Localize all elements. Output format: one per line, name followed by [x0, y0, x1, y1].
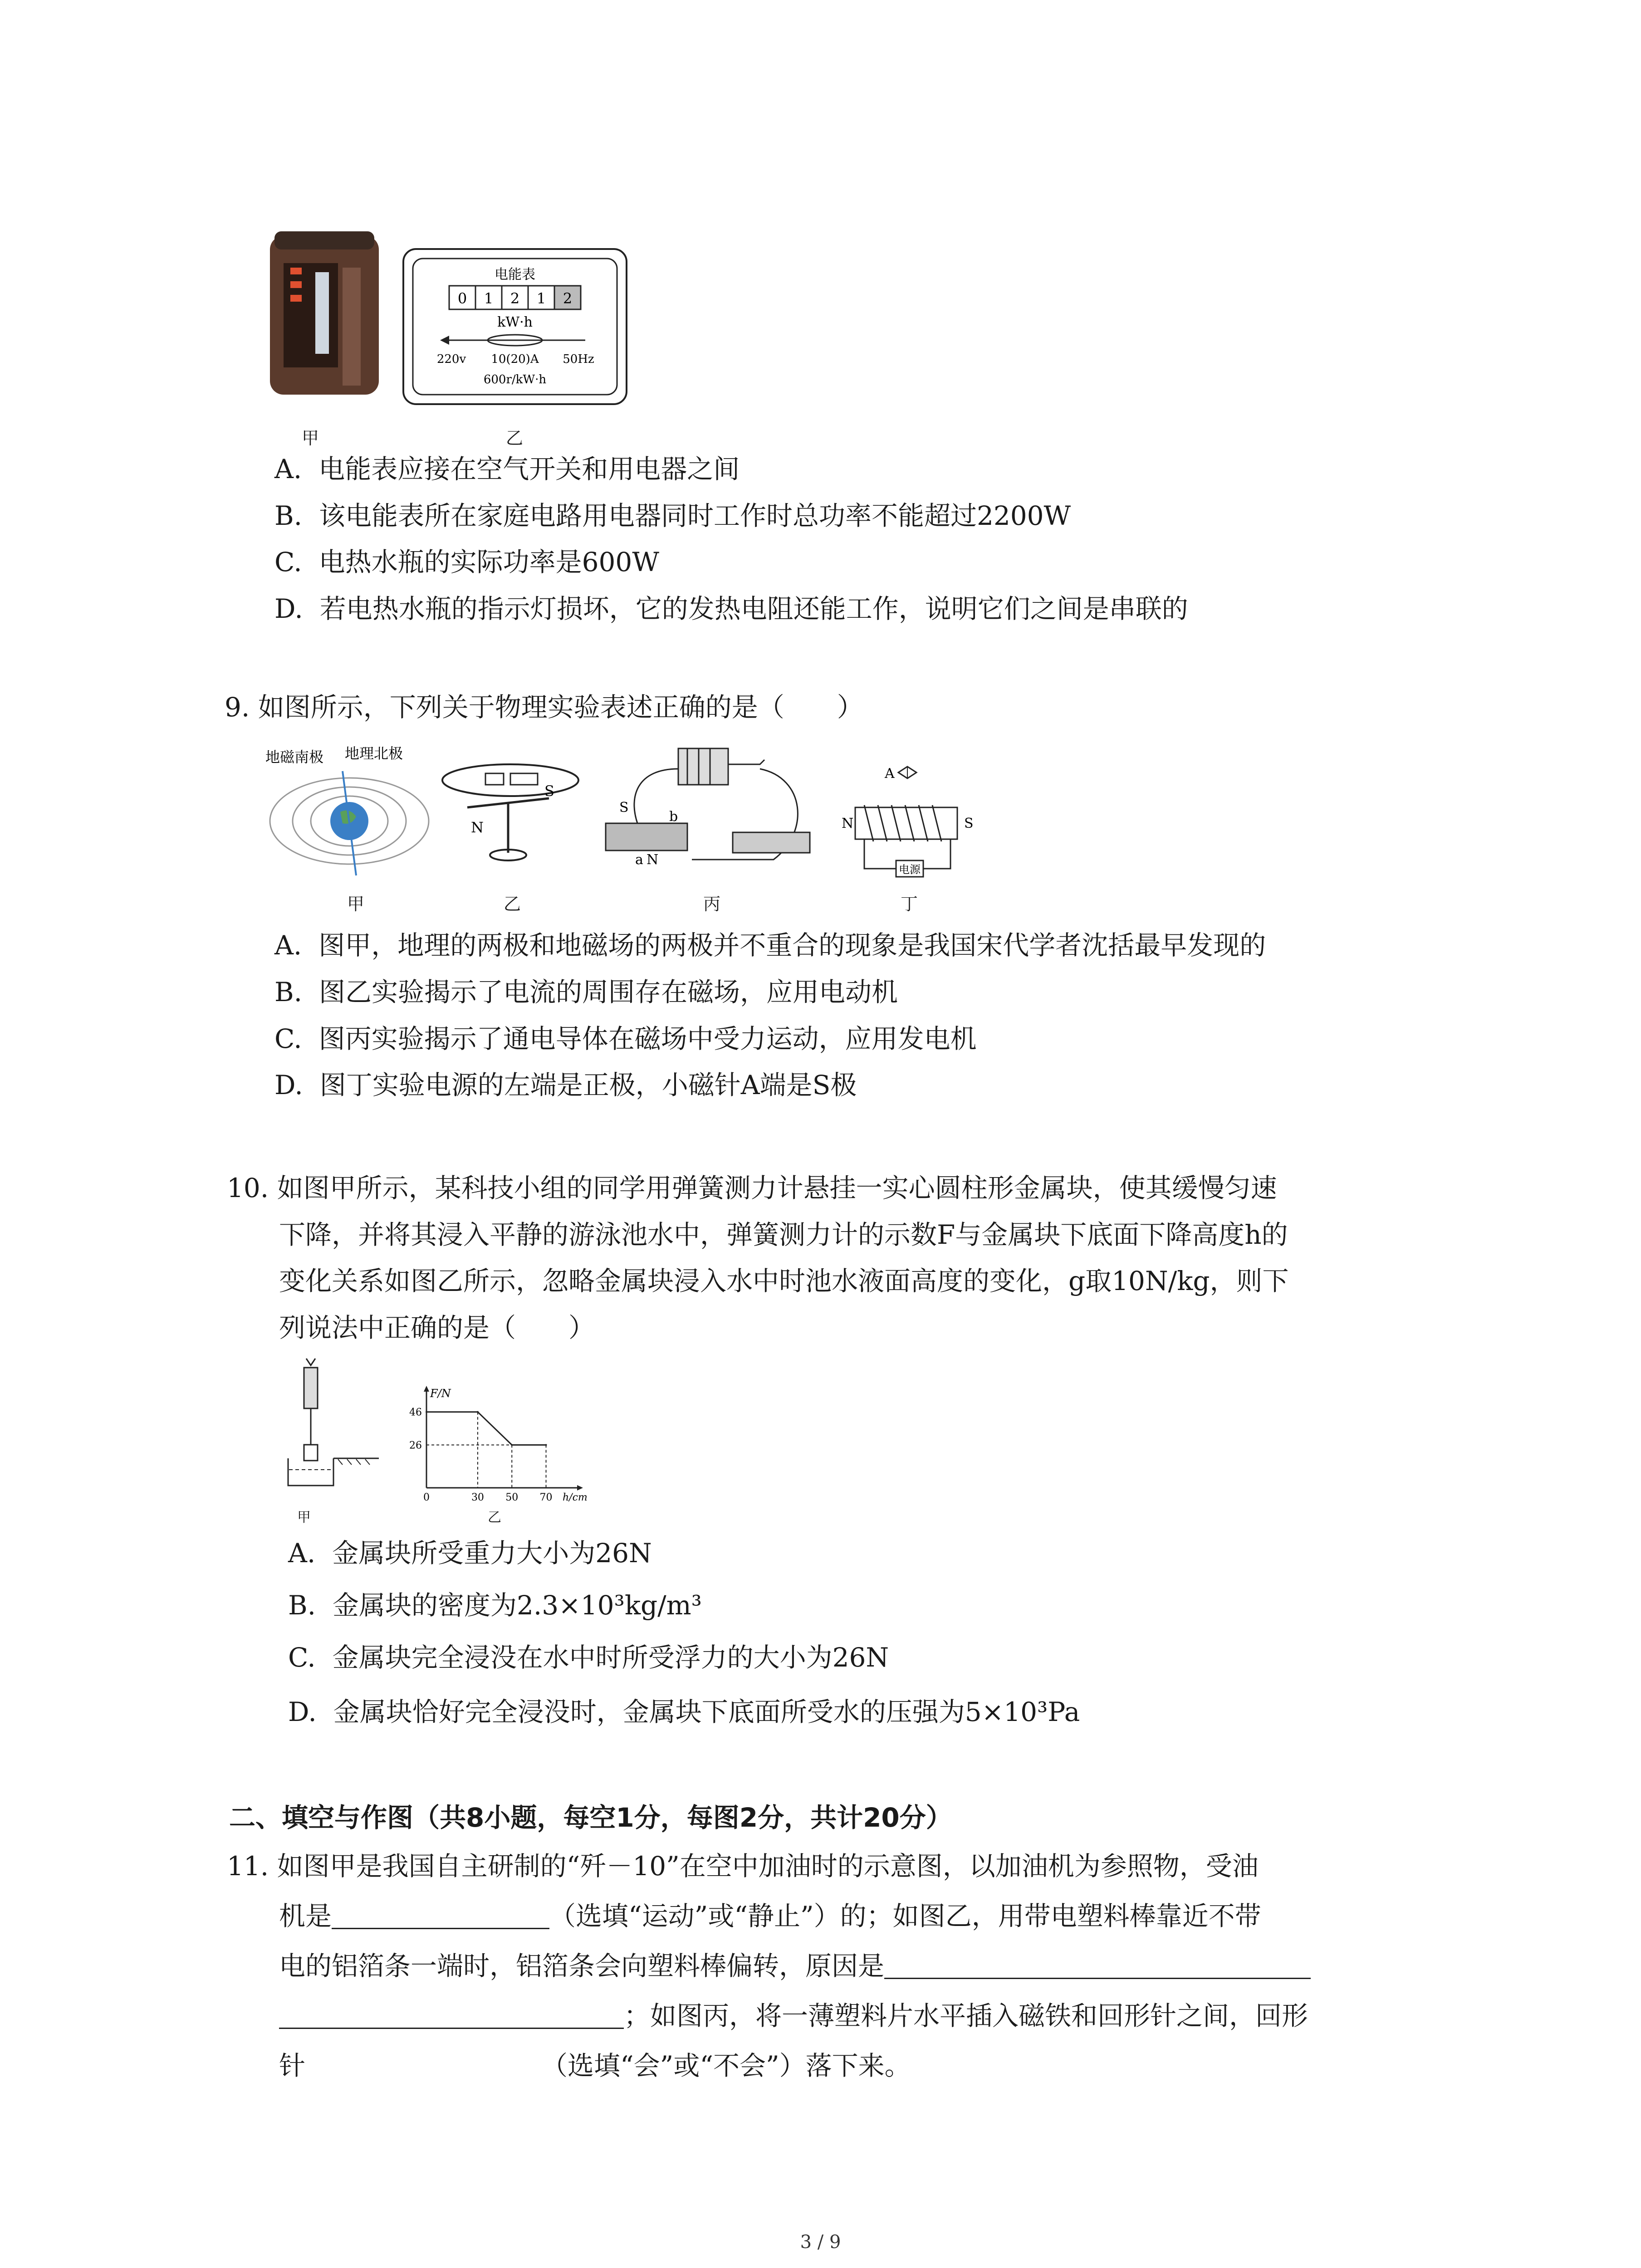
option-a: A. 电能表应接在空气开关和用电器之间 [274, 454, 740, 484]
x-axis-label: h/cm [563, 1492, 588, 1503]
data-point [511, 1444, 513, 1446]
svg-text:b: b [669, 809, 678, 825]
meter-frequency: 50Hz [563, 352, 594, 366]
y-tick-label: 26 [409, 1440, 422, 1452]
meter-revolutions: 600r/kW·h [483, 373, 547, 386]
answer-blank[interactable] [884, 1955, 1311, 1979]
option-c: C. 电热水瓶的实际功率是600W [274, 547, 659, 577]
svg-text:S: S [544, 782, 554, 800]
fig-caption: 甲 [302, 428, 319, 448]
svg-text:N: N [647, 852, 659, 868]
option-b: B. 该电能表所在家庭电路用电器同时工作时总功率不能超过2200W [274, 500, 1071, 531]
question-10-stem: 10. 如图甲所示，某科技小组的同学用弹簧测力计悬挂一实心圆柱形金属块，使其缓慢匀速 [227, 1173, 1277, 1203]
question-10-stem: 变化关系如图乙所示，忽略金属块浸入水中时池水液面高度的变化，g取10N/kg，则下 [279, 1266, 1289, 1296]
meter-digit: 0 [457, 290, 467, 307]
question-11-line: ；如图丙，将一薄塑料片水平插入磁铁和回形针之间，回形 [279, 2003, 1308, 2029]
spring-scale-figure [284, 1354, 383, 1499]
fig-caption: 丙 [703, 894, 721, 914]
kettle-figure [265, 222, 383, 404]
x-tick-label: 0 [423, 1492, 430, 1503]
y-axis-label: F/N [430, 1387, 451, 1400]
meter-title: 电能表 [495, 267, 535, 283]
meter-digit: 2 [563, 290, 573, 307]
svg-text:电源: 电源 [899, 863, 921, 876]
option-d: D. 若电热水瓶的指示灯损坏，它的发热电阻还能工作，说明它们之间是串联的 [274, 593, 1188, 624]
fig-caption: 乙 [506, 428, 524, 448]
page-number: 3 / 9 [800, 2232, 841, 2253]
series-line [426, 1412, 546, 1445]
svg-text:S: S [619, 800, 629, 816]
fig-caption: 甲 [297, 1510, 311, 1525]
solenoid-figure [842, 760, 978, 882]
electricity-meter-figure [402, 247, 628, 406]
meter-unit: kW·h [497, 314, 533, 330]
option-b: B. 图乙实验揭示了电流的周围存在磁场，应用电动机 [274, 977, 898, 1007]
svg-text:N: N [471, 819, 484, 836]
option-b: B. 金属块的密度为2.3×10³kg/m³ [288, 1590, 702, 1621]
svg-text:a: a [635, 852, 643, 868]
oersted-experiment-figure [436, 758, 585, 871]
fig-caption: 丁 [901, 894, 918, 914]
svg-text:地理北极: 地理北极 [345, 745, 403, 762]
fig-caption: 甲 [347, 894, 365, 914]
option-d: D. 金属块恰好完全浸没时，金属块下底面所受水的压强为5×10³Pa [288, 1696, 1080, 1727]
answer-blank[interactable] [332, 1905, 549, 1929]
data-point [426, 1411, 427, 1413]
meter-digit: 1 [484, 290, 494, 307]
question-10-stem: 下降，并将其浸入平静的游泳池水中，弹簧测力计的示数F与金属块下底面下降高度h的 [279, 1219, 1288, 1250]
question-11-line: 11. 如图甲是我国自主研制的“歼－10”在空中加油时的示意图，以加油机为参照物，受油 [227, 1851, 1259, 1882]
meter-voltage: 220v [436, 352, 466, 366]
current-in-magnetic-field-figure [601, 742, 819, 878]
meter-digit: 1 [536, 290, 546, 307]
data-point [545, 1444, 547, 1446]
option-a: A. 金属块所受重力大小为26N [288, 1538, 652, 1569]
option-c: C. 图丙实验揭示了通电导体在磁场中受力运动，应用发电机 [274, 1023, 977, 1054]
section-heading: 二、填空与作图（共8小题，每空1分，每图2分，共计20分） [229, 1802, 952, 1833]
x-tick-label: 70 [539, 1492, 553, 1503]
option-c: C. 金属块完全浸没在水中时所受浮力的大小为26N [288, 1642, 889, 1673]
fig-caption: 乙 [488, 1510, 501, 1525]
question-10-stem: 列说法中正确的是（ ） [279, 1312, 595, 1343]
answer-blank[interactable] [279, 2005, 624, 2029]
force-height-chart [399, 1383, 590, 1510]
meter-current: 10(20)A [491, 352, 539, 366]
data-point [477, 1411, 479, 1413]
question-11-line: 针 （选填“会”或“不会”）落下来。 [279, 2050, 911, 2081]
question-11-line: 电的铝箔条一端时，铝箔条会向塑料棒偏转，原因是 [279, 1953, 1311, 1979]
svg-text:地磁南极: 地磁南极 [265, 748, 324, 766]
question-11-line: 机是 （选填“运动”或“静止”）的；如图乙，用带电塑料棒靠近不带 [279, 1901, 1261, 1931]
meter-digit: 2 [510, 290, 520, 307]
y-tick-label: 46 [409, 1407, 422, 1418]
question-9-stem: 9. 如图所示，下列关于物理实验表述正确的是（ ） [225, 692, 863, 723]
earth-magnetic-field-figure [265, 744, 433, 880]
fig-caption: 乙 [504, 894, 521, 914]
option-a: A. 图甲，地理的两极和地磁场的两极并不重合的现象是我国宋代学者沈括最早发现的 [274, 930, 1266, 961]
option-d: D. 图丁实验电源的左端是正极，小磁针A端是S极 [274, 1070, 857, 1100]
svg-text:N: N [842, 816, 854, 831]
svg-text:S: S [964, 816, 974, 831]
svg-text:A: A [885, 766, 895, 782]
x-tick-label: 30 [471, 1492, 484, 1503]
x-tick-label: 50 [505, 1492, 519, 1503]
